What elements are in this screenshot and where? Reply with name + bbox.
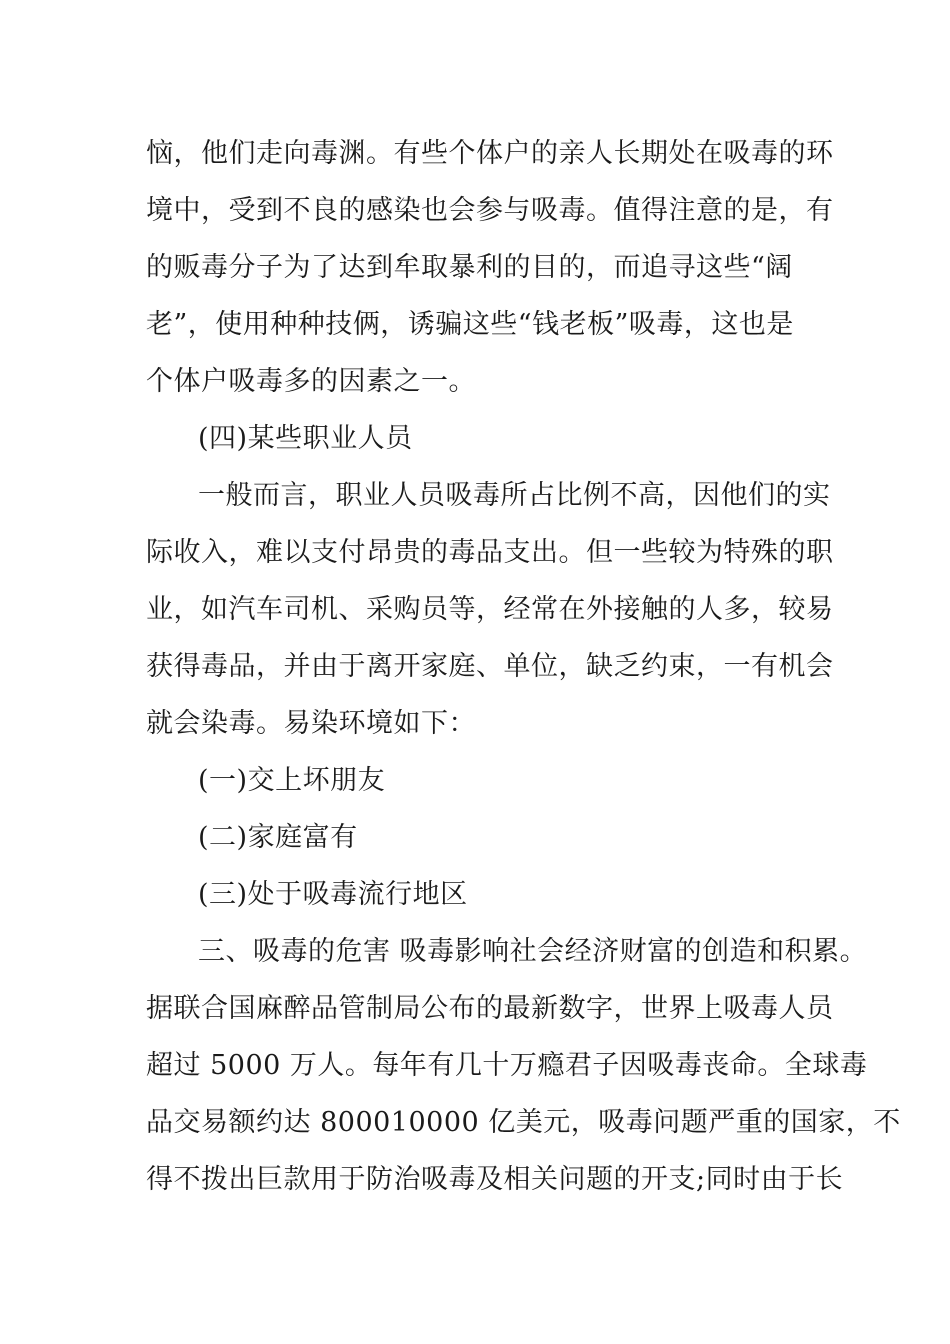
- text-line: 恼，他们走向毒渊。有些个体户的亲人长期处在吸毒的环: [146, 138, 834, 169]
- list-item: (一)交上坏朋友: [198, 765, 386, 796]
- section-heading: 三、吸毒的危害 吸毒影响社会经济财富的创造和积累。: [198, 936, 868, 967]
- section-heading: (四)某些职业人员: [198, 423, 413, 454]
- text-line: 品交易额约达 800010000 亿美元，吸毒问题严重的国家，不: [146, 1107, 901, 1138]
- text-line: 境中，受到不良的感染也会参与吸毒。值得注意的是，有: [146, 195, 834, 226]
- list-item: (二)家庭富有: [198, 822, 358, 853]
- text-line: 的贩毒分子为了达到牟取暴利的目的，而追寻这些“阔: [146, 252, 793, 283]
- text-line: 据联合国麻醉品管制局公布的最新数字，世界上吸毒人员: [146, 993, 834, 1024]
- text-line: 得不拨出巨款用于防治吸毒及相关问题的开支;同时由于长: [146, 1164, 844, 1195]
- text-line: 获得毒品，并由于离开家庭、单位，缺乏约束，一有机会: [146, 651, 834, 682]
- text-line: 业，如汽车司机、采购员等，经常在外接触的人多，较易: [146, 594, 834, 625]
- text-line: 超过 5000 万人。每年有几十万瘾君子因吸毒丧命。全球毒: [146, 1050, 868, 1081]
- text-line: 个体户吸毒多的因素之一。: [146, 366, 476, 397]
- text-line: 就会染毒。易染环境如下：: [146, 708, 476, 739]
- text-line: 际收入，难以支付昂贵的毒品支出。但一些较为特殊的职: [146, 537, 834, 568]
- text-line: 老”，使用种种技俩，诱骗这些“钱老板”吸毒，这也是: [146, 309, 794, 340]
- text-line: 一般而言，职业人员吸毒所占比例不高，因他们的实: [198, 480, 831, 511]
- list-item: (三)处于吸毒流行地区: [198, 879, 468, 910]
